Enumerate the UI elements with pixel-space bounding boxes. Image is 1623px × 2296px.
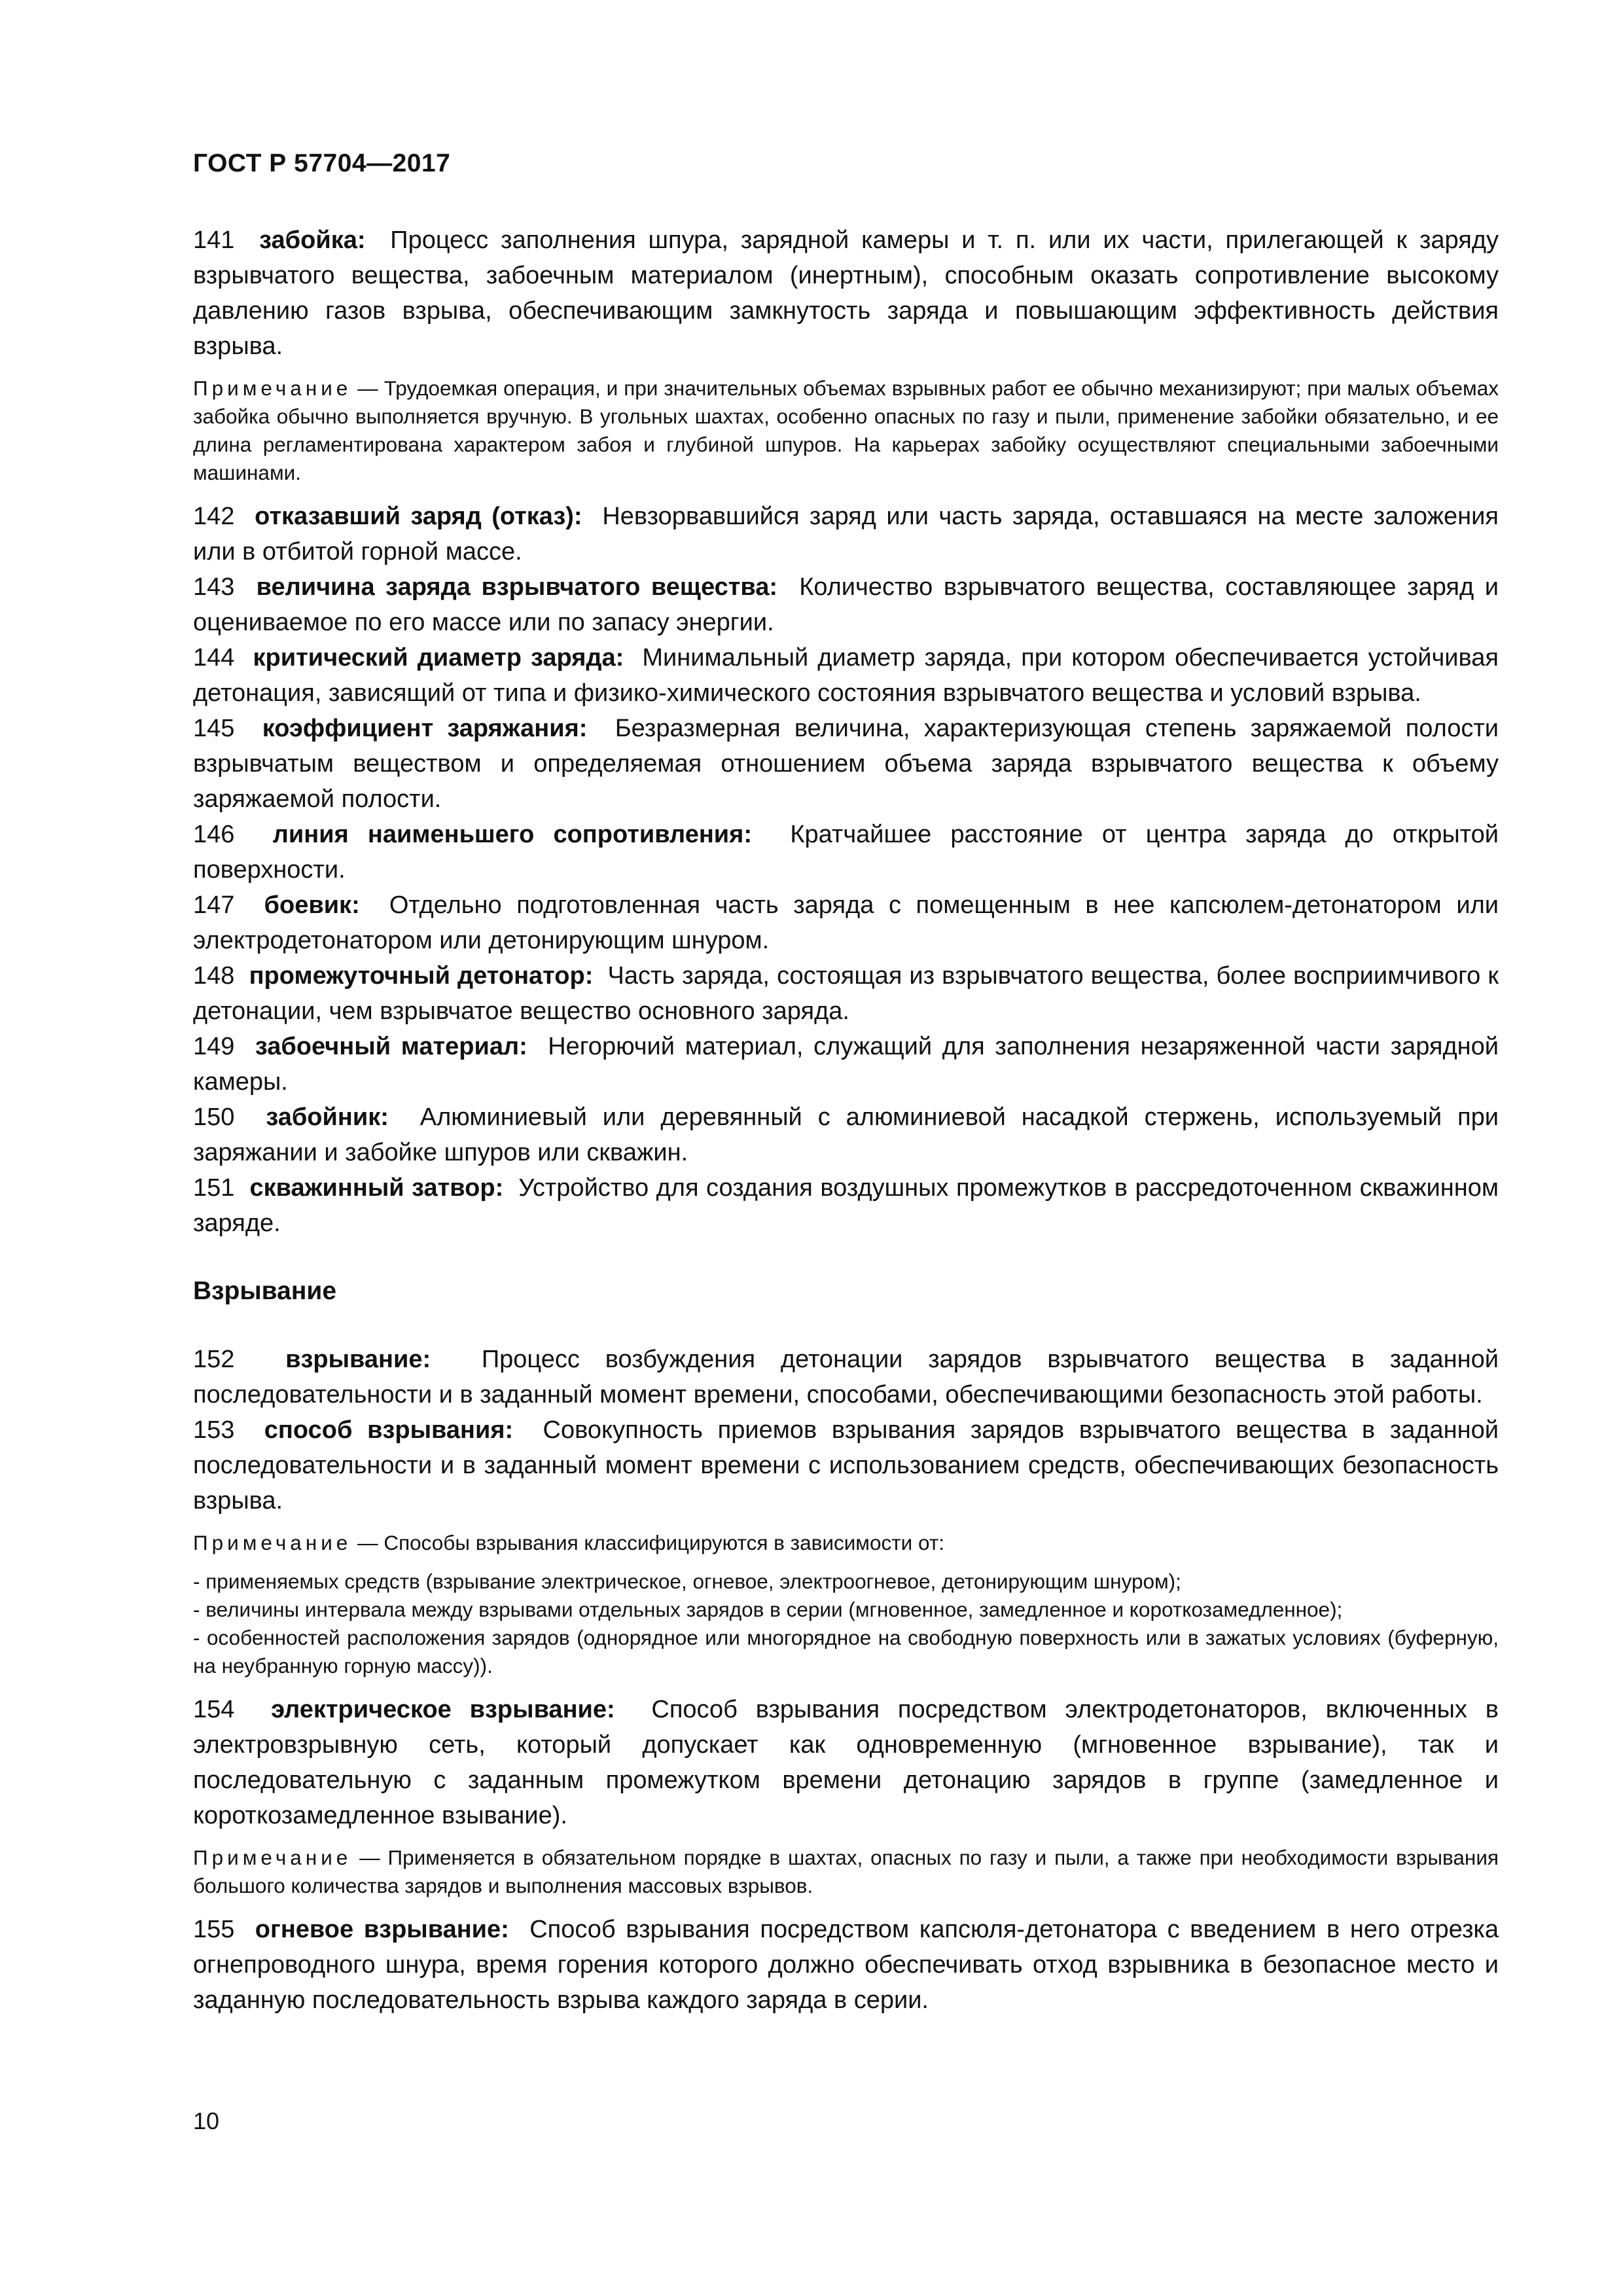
term-number: 141: [193, 226, 235, 254]
note-list-item: - применяемых средств (взрывание электрическое, огневое, электроогневое, детонирующим шнуром);: [193, 1570, 1181, 1593]
note-label: Примечание: [193, 1531, 352, 1554]
term-entry-144: [193, 640, 1499, 711]
note-154: [193, 1844, 1499, 1900]
document-body: [193, 223, 1499, 2018]
term-number: 143: [193, 573, 235, 601]
term-definition: Невзорвавшийся заряд или часть заряда, оставшаяся на месте заложения или в отбитой горной массе.: [193, 503, 1499, 565]
term-title: взрывание:: [285, 1346, 431, 1373]
term-number: 151: [193, 1174, 235, 1202]
term-definition: Процесс заполнения шпура, зарядной камеры и т. п. или их части, прилегающей к заряду взрывчатого вещества, забоечным материалом (инертным), способным оказать сопротивление высокому давлению газов взрыва, обеспечивающим замкнутость заряда и повышающим эффективность действия взрыва.: [193, 226, 1499, 360]
term-title: способ взрывания:: [264, 1416, 514, 1444]
term-number: 155: [193, 1916, 235, 1943]
term-entry-152: [193, 1342, 1499, 1412]
term-definition: Негорючий материал, служащий для заполнения незаряженной части зарядной камеры.: [193, 1033, 1499, 1096]
section-heading: Взрывание: [193, 1277, 337, 1305]
term-title: отказавший заряд (отказ):: [255, 503, 582, 530]
term-number: 147: [193, 891, 235, 919]
term-definition: Часть заряда, состоящая из взрывчатого вещества, более восприимчивого к детонации, чем взрывчатое вещество основного заряда.: [193, 962, 1499, 1025]
term-group-142-151: [193, 499, 1499, 1241]
term-entry-143: [193, 569, 1499, 640]
note-153-list: [193, 1568, 1499, 1680]
term-definition: Алюминиевый или деревянный с алюминиевой насадкой стержень, используемый при заряжании и забойке шпуров или скважин.: [193, 1103, 1499, 1166]
term-number: 149: [193, 1033, 235, 1060]
term-entry-142: [193, 499, 1499, 569]
term-title: величина заряда взрывчатого вещества:: [256, 573, 777, 601]
note-list-item: - особенностей расположения зарядов (однорядное или многорядное на свободную поверхность или в зажатых условиях (буферную, на неубранную горную массу)).: [193, 1626, 1499, 1677]
term-number: 153: [193, 1416, 235, 1444]
term-title: коэффициент заряжания:: [262, 715, 588, 742]
term-number: 142: [193, 503, 235, 530]
term-definition: Количество взрывчатого вещества, составляющее заряд и оцениваемое по его массе или по запасу энергии.: [193, 573, 1499, 636]
term-definition: Процесс возбуждения детонации зарядов взрывчатого вещества в заданной последовательности и в заданный момент времени, способами, обеспечивающими безопасность этой работы.: [193, 1346, 1499, 1408]
term-number: 144: [193, 644, 235, 672]
note-141: [193, 374, 1499, 487]
term-definition: Способ взрывания посредством капсюля-детонатора с введением в него отрезка огнепроводного шнура, время горения которого должно обеспечивать отход взрывника в безопасное место и заданную последовательность взрыва каждого заряда в серии.: [193, 1916, 1499, 2014]
term-definition: Минимальный диаметр заряда, при котором обеспечивается устойчивая детонация, зависящий от типа и физико-химического состояния взрывчатого вещества и условий взрыва.: [193, 644, 1499, 707]
note-text: — Способы взрывания классифицируются в зависимости от:: [357, 1531, 944, 1554]
term-title: забойник:: [266, 1103, 389, 1131]
term-entry-148: [193, 958, 1499, 1029]
term-title: линия наименьшего сопротивления:: [272, 821, 752, 848]
term-entry-146: [193, 817, 1499, 888]
term-definition: Отдельно подготовленная часть заряда с помещенным в нее капсюлем-детонатором или электродетонатором или детонирующим шнуром.: [193, 891, 1499, 954]
term-group-152-153: [193, 1342, 1499, 1518]
term-number: 154: [193, 1696, 235, 1723]
term-entry-150: [193, 1100, 1499, 1170]
term-definition: Способ взрывания посредством электродетонаторов, включенных в электровзрывную сеть, который допускает как одновременную (мгновенное взрывание), так и последовательную с заданным промежутком времени детонацию зарядов в группе (замедленное и короткозамедленное взывание).: [193, 1696, 1499, 1829]
note-label: Примечание: [193, 1846, 352, 1869]
note-list-item: - величины интервала между взрывами отдельных зарядов в серии (мгновенное, замедленное и короткозамедленное);: [193, 1598, 1343, 1621]
term-entry-153: [193, 1412, 1499, 1518]
term-title: электрическое взрывание:: [271, 1696, 615, 1723]
term-entry-155: [193, 1912, 1499, 2018]
term-number: 148: [193, 962, 235, 990]
term-title: огневое взрывание:: [255, 1916, 509, 1943]
term-definition: Совокупность приемов взрывания зарядов взрывчатого вещества в заданной последовательности и в заданный момент времени с использованием средств, обеспечивающих безопасность взрыва.: [193, 1416, 1499, 1515]
term-title: забоечный материал:: [255, 1033, 527, 1060]
term-entry-151: [193, 1170, 1499, 1241]
term-definition: Безразмерная величина, характеризующая степень заряжаемой полости взрывчатым веществом и определяемая отношением объема заряда взрывчатого вещества к объему заряжаемой полости.: [193, 715, 1499, 813]
term-number: 150: [193, 1103, 235, 1131]
term-title: промежуточный детонатор:: [249, 962, 594, 990]
note-label: Примечание: [193, 376, 352, 400]
term-number: 152: [193, 1346, 235, 1373]
document-header: ГОСТ Р 57704—2017: [193, 149, 451, 177]
note-text: — Применяется в обязательном порядке в шахтах, опасных по газу и пыли, а также при необходимости взрывания большого количества зарядов и выполнения массовых взрывов.: [193, 1846, 1499, 1897]
note-153: [193, 1529, 1499, 1557]
term-entry-147: [193, 888, 1499, 958]
term-entry-154: [193, 1692, 1499, 1833]
term-entry-149: [193, 1029, 1499, 1100]
term-title: критический диаметр заряда:: [253, 644, 624, 672]
term-number: 145: [193, 715, 235, 742]
term-definition: Кратчайшее расстояние от центра заряда до открытой поверхности.: [193, 821, 1499, 884]
term-definition: Устройство для создания воздушных промежутков в рассредоточенном скважинном заряде.: [193, 1174, 1499, 1237]
term-entry-145: [193, 711, 1499, 817]
page-number: 10: [193, 2108, 220, 2134]
term-title: забойка:: [259, 226, 366, 254]
term-title: скважинный затвор:: [249, 1174, 504, 1202]
term-entry-141: [193, 223, 1499, 364]
term-number: 146: [193, 821, 235, 848]
term-title: боевик:: [264, 891, 360, 919]
note-text: — Трудоемкая операция, и при значительных объемах взрывных работ ее обычно механизируют; при малых объемах забойка обычно выполняется вручную. В угольных шахтах, особенно опасных по газу и пыли, применение забойки обязательно, и ее длина регламентирована характером забоя и глубиной шпуров. На карьерах забойку осуществляют специальными забоечными машинами.: [193, 376, 1499, 484]
